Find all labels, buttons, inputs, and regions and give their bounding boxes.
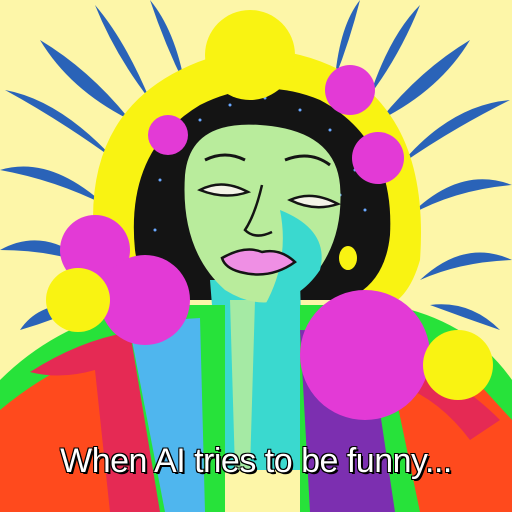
- meme-caption: When AI tries to be funny...: [60, 442, 452, 480]
- earring: [338, 245, 358, 271]
